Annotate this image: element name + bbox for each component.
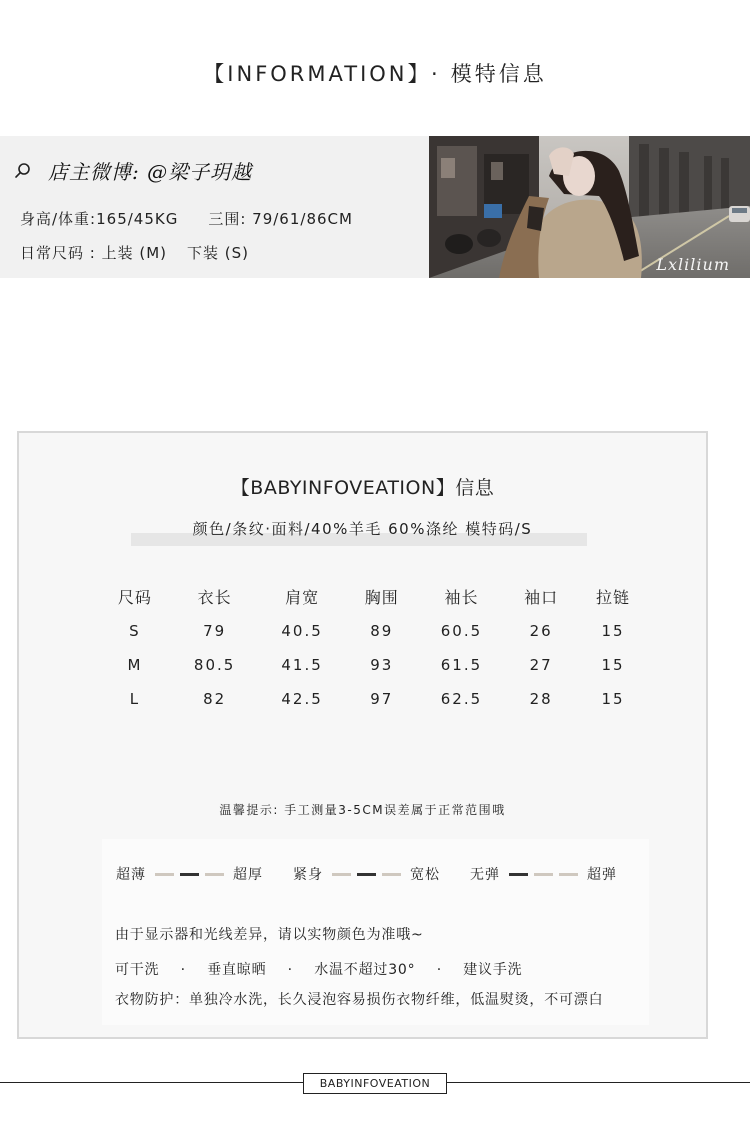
- photo-signature: Lxlilium: [656, 255, 730, 274]
- table-cell: 60.5: [440, 622, 483, 640]
- color-notice: 由于显示器和光线差异，请以实物颜色为准哦~: [115, 927, 424, 943]
- table-cell: 97: [370, 690, 394, 708]
- page-title: [0, 58, 750, 88]
- col-header: 袖口: [524, 587, 559, 607]
- fabric-scales: [116, 864, 647, 884]
- table-cell: L: [129, 690, 141, 708]
- size-bottom: 下装 (S): [187, 244, 250, 262]
- model-photo: [429, 136, 750, 278]
- search-icon: [14, 162, 32, 180]
- table-cell: 41.5: [281, 656, 323, 674]
- table-cell: 89: [370, 622, 394, 640]
- table-cell: 42.5: [281, 690, 323, 708]
- table-header-row: [99, 578, 649, 614]
- scale-right-label: 超弹: [587, 867, 617, 883]
- col-header: 拉链: [596, 587, 631, 607]
- model-size-row: [20, 242, 249, 263]
- height-weight: 身高/体重:165/45KG: [20, 210, 179, 228]
- elasticity-scale: [470, 864, 617, 884]
- size-top: 日常尺码 : 上装 (M): [20, 244, 168, 262]
- table-cell: 61.5: [440, 656, 483, 674]
- thickness-scale: [116, 864, 263, 884]
- table-cell: S: [129, 622, 141, 640]
- scale-segment: [534, 873, 553, 876]
- care-info-box: [102, 839, 649, 1025]
- card-subtitle: 颜色/条纹·面料/40%羊毛 60%涤纶 模特码/S: [192, 520, 533, 538]
- title-cn: 模特信息: [450, 62, 547, 86]
- care-item: 水温不超过30°: [314, 962, 416, 978]
- footer-brand: BABYINFOVEATION: [303, 1073, 447, 1094]
- scale-segment: [155, 873, 174, 876]
- garment-protection: 衣物防护：单独冷水洗，长久浸泡容易损伤衣物纤维，低温熨烫，不可漂白: [115, 992, 604, 1008]
- table-cell: 79: [203, 622, 227, 640]
- scale-segment-active: [180, 873, 199, 876]
- weibo-handle: 店主微博: @梁子玥越: [48, 160, 253, 184]
- model-info-text: [0, 136, 429, 278]
- fit-scale: [293, 864, 440, 884]
- table-cell: 15: [601, 690, 625, 708]
- scale-segment: [382, 873, 401, 876]
- size-info-card: [17, 431, 708, 1039]
- table-cell: 80.5: [193, 656, 236, 674]
- title-en: 【INFORMATION】: [203, 62, 422, 86]
- size-table: [99, 578, 649, 716]
- table-cell: M: [127, 656, 143, 674]
- scale-segment-active: [357, 873, 376, 876]
- col-header: 衣长: [197, 587, 232, 607]
- table-cell: 28: [529, 690, 553, 708]
- care-dot: ·: [436, 962, 442, 978]
- care-item: 可干洗: [115, 962, 160, 978]
- scale-segment-active: [509, 873, 528, 876]
- washing-instructions: [115, 959, 538, 979]
- scale-segment: [559, 873, 578, 876]
- col-header: 尺码: [117, 587, 152, 607]
- scale-right-label: 宽松: [410, 867, 440, 883]
- table-cell: 15: [601, 622, 625, 640]
- care-dot: ·: [287, 962, 293, 978]
- table-cell: 27: [529, 656, 553, 674]
- care-item: 建议手洗: [463, 962, 523, 978]
- table-row: [99, 682, 649, 716]
- table-cell: 26: [529, 622, 553, 640]
- col-header: 胸围: [364, 587, 399, 607]
- card-title: 【BABYINFOVEATION】信息: [230, 477, 495, 499]
- scale-left-label: 无弹: [470, 867, 500, 883]
- weibo-row: [14, 156, 252, 185]
- scale-segment: [205, 873, 224, 876]
- table-cell: 15: [601, 656, 625, 674]
- table-row: [99, 614, 649, 648]
- care-item: 垂直晾晒: [207, 962, 267, 978]
- table-cell: 40.5: [281, 622, 323, 640]
- table-cell: 93: [370, 656, 394, 674]
- scale-right-label: 超厚: [233, 867, 263, 883]
- measurement-tip: 温馨提示: 手工测量3-5CM误差属于正常范围哦: [219, 803, 506, 817]
- model-stats-row: [20, 208, 353, 229]
- measurements: 三围: 79/61/86CM: [208, 210, 353, 228]
- col-header: 肩宽: [285, 587, 320, 607]
- scale-left-label: 紧身: [293, 867, 323, 883]
- title-dot: ·: [431, 62, 441, 86]
- table-cell: 82: [203, 690, 227, 708]
- scale-left-label: 超薄: [116, 867, 146, 883]
- model-info-section: [0, 136, 750, 278]
- col-header: 袖长: [444, 587, 479, 607]
- care-dot: ·: [180, 962, 186, 978]
- scale-segment: [332, 873, 351, 876]
- table-row: [99, 648, 649, 682]
- table-cell: 62.5: [440, 690, 483, 708]
